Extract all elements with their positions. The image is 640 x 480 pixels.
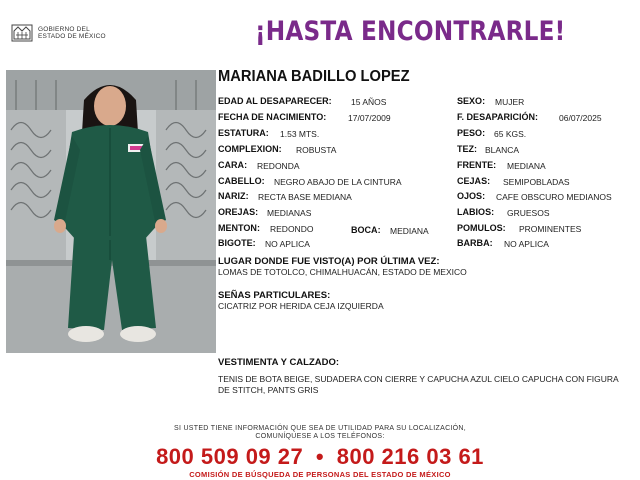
pomulos-value: PROMINENTES bbox=[519, 224, 582, 234]
pomulos-label: POMULOS: bbox=[457, 223, 506, 234]
bigote-value: NO APLICA bbox=[265, 239, 310, 249]
state-seal-icon bbox=[10, 21, 34, 45]
edad-value: 15 AÑOS bbox=[351, 97, 387, 107]
government-logo bbox=[10, 20, 120, 46]
ojos-value: CAFE OBSCURO MEDIANOS bbox=[496, 192, 612, 202]
cejas-value: SEMIPOBLADAS bbox=[503, 177, 570, 187]
orejas-value: MEDIANAS bbox=[267, 208, 312, 218]
clothing-label: VESTIMENTA Y CALZADO: bbox=[218, 357, 340, 368]
barba-label: BARBA: bbox=[457, 238, 493, 249]
marks-label: SEÑAS PARTICULARES: bbox=[218, 290, 331, 301]
peso-label: PESO: bbox=[457, 128, 486, 139]
desaparicion-value: 06/07/2025 bbox=[559, 113, 602, 123]
phone-separator: • bbox=[315, 444, 325, 469]
nacimiento-value: 17/07/2009 bbox=[348, 113, 391, 123]
government-name bbox=[38, 26, 106, 40]
barba-value: NO APLICA bbox=[504, 239, 549, 249]
gov-line-1: GOBIERNO DEL bbox=[38, 26, 90, 33]
phone-number-1[interactable]: 800 509 09 27 bbox=[156, 444, 304, 469]
frente-label: FRENTE: bbox=[457, 160, 497, 171]
desaparicion-label: F. DESAPARICIÓN: bbox=[457, 112, 539, 123]
contact-intro bbox=[0, 425, 640, 441]
labios-label: LABIOS: bbox=[457, 207, 495, 218]
cejas-label: CEJAS: bbox=[457, 176, 491, 187]
sexo-value: MUJER bbox=[495, 97, 525, 107]
phone-numbers bbox=[0, 444, 640, 470]
menton-label: MENTON: bbox=[218, 223, 260, 234]
bigote-label: BIGOTE: bbox=[218, 238, 256, 249]
cara-value: REDONDA bbox=[257, 161, 300, 171]
phone-number-2[interactable]: 800 216 03 61 bbox=[336, 444, 484, 469]
boca-value: MEDIANA bbox=[390, 226, 429, 236]
tez-label: TEZ: bbox=[457, 144, 478, 155]
clothing-value: TENIS DE BOTA BEIGE, SUDADERA CON CIERRE Y CAPUCHA AZUL CIELO CAPUCHA CON FIGURA DE STITCH, PANTS GRIS bbox=[218, 374, 619, 395]
ojos-label: OJOS: bbox=[457, 191, 486, 202]
boca-label: BOCA: bbox=[351, 225, 381, 236]
estatura-value: 1.53 MTS. bbox=[280, 129, 320, 139]
estatura-label: ESTATURA: bbox=[218, 128, 269, 139]
last-seen-label: LUGAR DONDE FUE VISTO(A) POR ÚLTIMA VEZ: bbox=[218, 256, 440, 267]
cabello-label: CABELLO: bbox=[218, 176, 265, 187]
labios-value: GRUESOS bbox=[507, 208, 550, 218]
person-photo bbox=[6, 70, 216, 353]
last-seen-value: LOMAS DE TOTOLCO, CHIMALHUACÁN, ESTADO DE MEXICO bbox=[218, 267, 467, 277]
frente-value: MEDIANA bbox=[507, 161, 546, 171]
complexion-value: ROBUSTA bbox=[296, 145, 337, 155]
person-name: MARIANA BADILLO LOPEZ bbox=[218, 68, 410, 85]
orejas-label: OREJAS: bbox=[218, 207, 259, 218]
cara-label: CARA: bbox=[218, 160, 248, 171]
sexo-label: SEXO: bbox=[457, 96, 486, 107]
contact-intro-line-1: SI USTED TIENE INFORMACIÓN QUE SEA DE UTILIDAD PARA SU LOCALIZACIÓN, bbox=[173, 425, 467, 432]
marks-value: CICATRIZ POR HERIDA CEJA IZQUIERDA bbox=[218, 301, 384, 311]
complexion-label: COMPLEXION: bbox=[218, 144, 282, 155]
peso-value: 65 KGS. bbox=[494, 129, 527, 139]
menton-value: REDONDO bbox=[270, 224, 314, 234]
commission-name: COMISIÓN DE BÚSQUEDA DE PERSONAS DEL ESTADO DE MÉXICO bbox=[189, 470, 451, 479]
tez-value: BLANCA bbox=[485, 145, 520, 155]
contact-intro-line-2: COMUNÍQUESE A LOS TELÉFONOS: bbox=[255, 433, 385, 440]
nariz-label: NARIZ: bbox=[218, 191, 249, 202]
cabello-value: NEGRO ABAJO DE LA CINTURA bbox=[274, 177, 402, 187]
nariz-value: RECTA BASE MEDIANA bbox=[258, 192, 352, 202]
edad-label: EDAD AL DESAPARECER: bbox=[218, 96, 332, 107]
gov-line-2: ESTADO DE MÉXICO bbox=[38, 33, 106, 40]
page-headline: ¡HASTA ENCONTRARLE! bbox=[255, 16, 566, 47]
nacimiento-label: FECHA DE NACIMIENTO: bbox=[218, 112, 327, 123]
